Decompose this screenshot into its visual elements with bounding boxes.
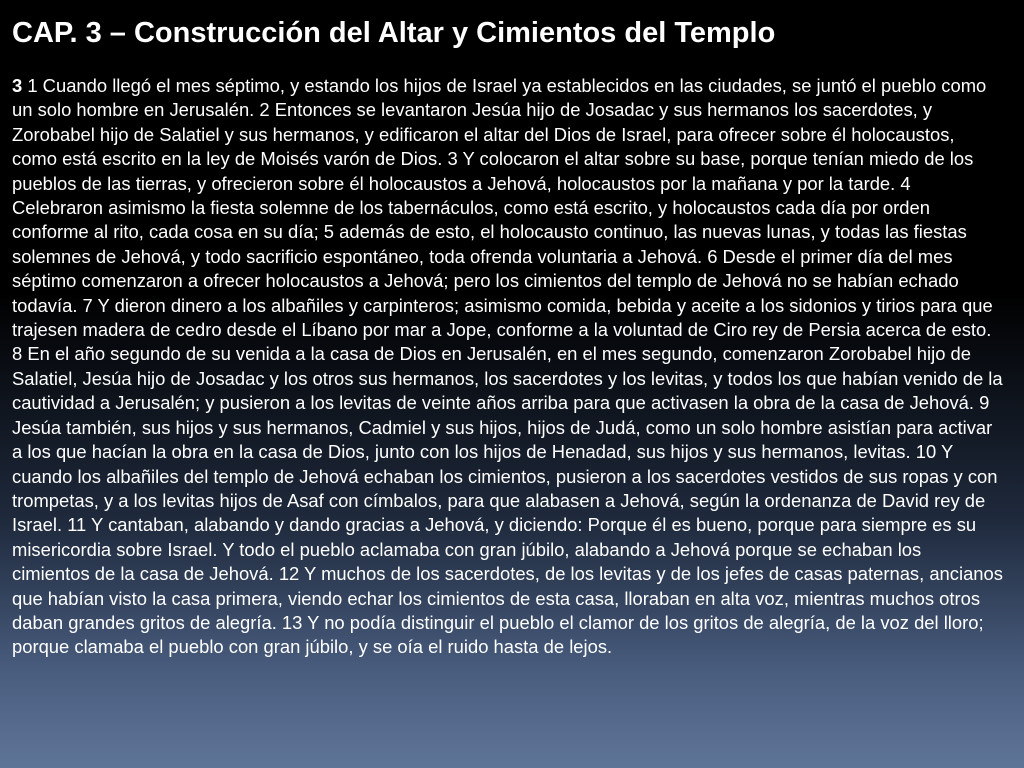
slide-title: CAP. 3 – Construcción del Altar y Cimientos del Templo — [12, 17, 776, 49]
passage-text: 1 Cuando llegó el mes séptimo, y estando los hijos de Israel ya establecidos en las ciudades, se juntó el pueblo como un solo hombre en Jerusalén. 2 Entonces se levantaron Jesúa hijo de Josadac y sus hermanos los sacerdotes, y Zorobabel hijo de Salatiel y sus hermanos, y edificaron el altar del Dios de Israel, para ofrecer sobre él holocaustos, como está escrito en la ley de Moisés varón de Dios. 3 Y colocaron el altar sobre su base, porque tenían miedo de los pueblos de las tierras, y ofrecieron sobre él holocaustos a Jehová, holocaustos por la mañana y por la tarde. 4 Celebraron asimismo la fiesta solemne de los tabernáculos, como está escrito, y holocaustos cada día por orden conforme al rito, cada cosa en su día; 5 además de esto, el holocausto continuo, las nuevas lunas, y todas las fiestas solemnes de Jehová, y todo sacrificio espontáneo, toda ofrenda voluntaria a Jehová. 6 Desde el primer día del mes séptimo comenzaron a ofrecer holocaustos a Jehová; pero los cimientos del templo de Jehová no se habían echado todavía. 7 Y dieron dinero a los albañiles y carpinteros; asimismo comida, bebida y aceite a los sidonios y tirios para que trajesen madera de cedro desde el Líbano por mar a Jope, conforme a la voluntad de Ciro rey de Persia acerca de esto. 8 En el año segundo de su venida a la casa de Dios en Jerusalén, en el mes segundo, comenzaron Zorobabel hijo de Salatiel, Jesúa hijo de Josadac y los otros sus hermanos, los sacerdotes y los levitas, y todos los que habían venido de la cautividad a Jerusalén; y pusieron a los levitas de veinte años arriba para que activasen la obra de la casa de Jehová. 9 Jesúa también, sus hijos y sus hermanos, Cadmiel y sus hijos, hijos de Judá, como un solo hombre asistían para activar a los que hacían la obra en la casa de Dios, junto con los hijos de Henadad, sus hijos y sus hermanos, levitas. 10 Y cuando los albañiles del templo de Jehová echaban los cimientos, pusieron a los sacerdotes vestidos de sus ropas y con trompetas, y a los levitas hijos de Asaf con címbalos, para que alabasen a Jehová, según la ordenanza de David rey de Israel. 11 Y cantaban, alabando y dando gracias a Jehová, y diciendo: Porque él es bueno, porque para siempre es su misericordia sobre Israel. Y todo el pueblo aclamaba con gran júbilo, alabando a Jehová porque se echaban los cimientos de la casa de Jehová. 12 Y muchos de los sacerdotes, de los levitas y de los jefes de casas paternas, ancianos que habían visto la casa primera, viendo echar los cimientos de esta casa, lloraban en alta voz, mientras muchos otros daban grandes gritos de alegría. 13 Y no podía distinguir el pueblo el clamor de los gritos de alegría, de la voz del lloro; porque clamaba el pueblo con gran júbilo, y se oía el ruido hasta de lejos. — [12, 75, 1003, 658]
chapter-number: 3 — [12, 75, 23, 96]
passage-body — [12, 74, 1004, 660]
